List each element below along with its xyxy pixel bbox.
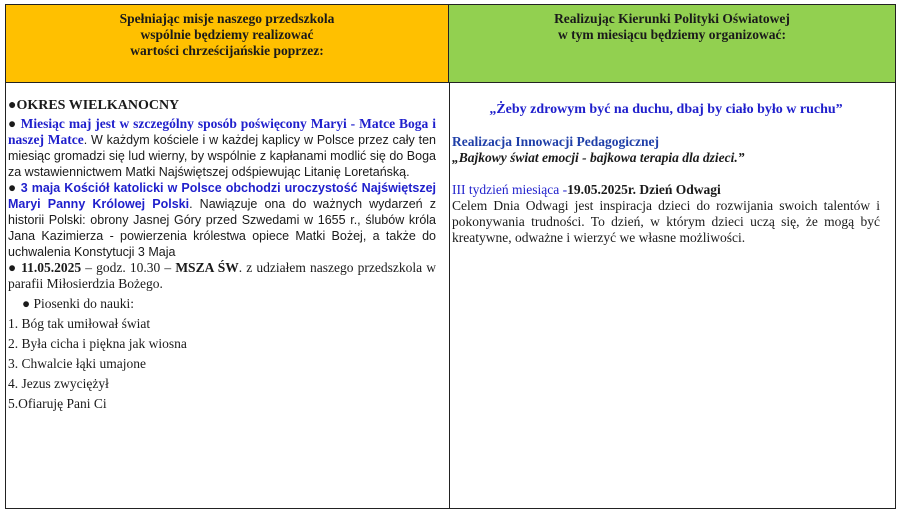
list-item: 4. Jezus zwyciężył (8, 376, 109, 391)
header-right-line-2: w tym miesiącu będziemy organizować: (558, 27, 786, 42)
may-3-text: . Nawiązuje ona do ważnych wydarzeń z historii Polski: obrony Jasnej Góry przed Szwedami w 1655 r., ślubów króla Jana Kazimierza - powierzenia królestwa opiece Matki Bożej, a także do uchwalenia Konstytucji 3 Maja (8, 197, 436, 259)
week-line (452, 182, 880, 198)
songs-list (8, 294, 436, 414)
list-item: 5.Ofiaruję Pani Ci (8, 396, 107, 411)
list-item: 3. Chwalcie łąki umajone (8, 356, 146, 371)
courage-day-description: Celem Dnia Odwagi jest inspiracja dzieci do rozwijania swoich talentów i pokonywania trudności. To dzień, w którym dzieci uczą się, że mogą być kreatywne, odważne i wierzyć we własne możliwości. (452, 198, 880, 245)
may-mary-highlight: Miesiąc maj jest w szczególny sposób poświęcony Maryi - Matce Boga i naszej Matce (8, 116, 436, 147)
header-left-line-2: wspólnie będziemy realizować (140, 27, 314, 42)
mass-date: 11.05.2025 (21, 260, 82, 275)
list-item: 1. Bóg tak umiłował świat (8, 316, 151, 331)
header-left-line-3: wartości chrześcijańskie poprzez: (130, 43, 324, 58)
header-right-line-1: Realizując Kierunki Polityki Oświatowej (554, 11, 790, 26)
header-right-cell (449, 5, 895, 82)
may-mary-text: . W każdym kościele i w każdej kaplicy w Polsce przez cały ten miesiąc gromadzi się lud wierny, by wspólnie z kapłanami modlić się do Boga za wstawiennictwem Matki Najświętszej odśpiewując Litanię Loretańską. (8, 133, 436, 179)
mass-text: . z udziałem naszego przedszkola w parafii Miłosierdzia Bożego. (8, 260, 436, 291)
column-divider (449, 82, 450, 509)
songs-header: ● Piosenki do nauki: (22, 296, 135, 311)
may-mary-paragraph (8, 116, 436, 180)
header-left-cell (6, 5, 449, 82)
bullet: ● (8, 116, 21, 131)
bullet: ● (8, 260, 22, 275)
week-date: 19.05.2025r. (567, 182, 636, 197)
header-divider (6, 82, 895, 83)
week-label: III tydzień miesiąca - (452, 182, 568, 197)
mass-label: MSZA ŚW (175, 260, 239, 275)
header-left-line-1: Spełniając misje naszego przedszkola (119, 11, 335, 26)
mass-time: – godz. 10.30 – (81, 260, 176, 275)
may-3-paragraph (8, 180, 436, 260)
right-column-content (452, 98, 880, 246)
innovation-title: Realizacja Innowacji Pedagogicznej (452, 134, 659, 149)
easter-period-heading: ●OKRES WIELKANOCNY (8, 98, 180, 113)
mass-paragraph (8, 260, 436, 292)
week-event: Dzień Odwagi (635, 182, 721, 197)
may-3-highlight: 3 maja Kościół katolicki w Polsce obchodzi uroczystość Najświętszej Maryi Panny Królowej Polski (8, 181, 437, 211)
bullet: ● (8, 180, 21, 195)
list-item: 2. Była cicha i piękna jak wiosna (8, 336, 187, 351)
left-column-content (8, 98, 436, 414)
innovation-name: „Bajkowy świat emocji - bajkowa terapia dla dzieci.” (452, 150, 745, 165)
motto: „Żeby zdrowym być na duchu, dbaj by ciało było w ruchu” (489, 102, 843, 117)
